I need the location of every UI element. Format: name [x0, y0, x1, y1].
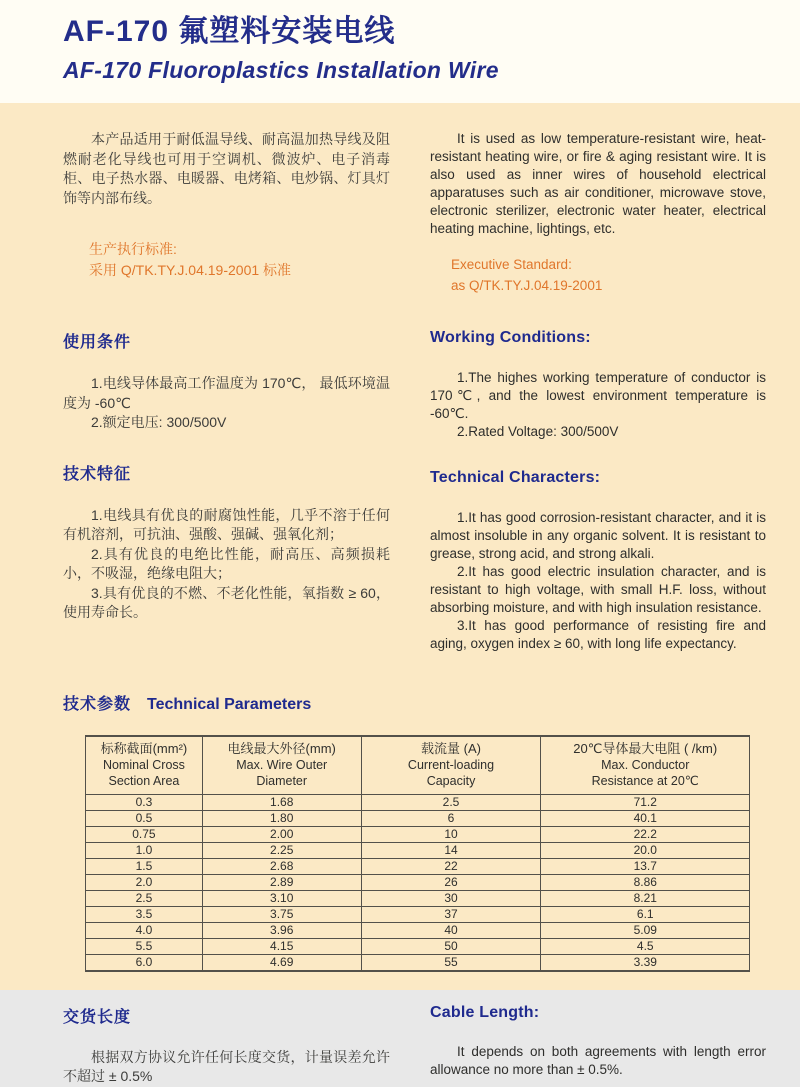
working-conditions-body-en: [430, 369, 766, 441]
column-header-max-wire-outer-diameter: 电线最大外径(mm) Max. Wire Outer Diameter: [202, 736, 361, 795]
table-cell: 13.7: [541, 859, 750, 875]
table-cell: 71.2: [541, 795, 750, 811]
table-cell: 4.69: [202, 955, 361, 971]
executive-standard-zh-value: 采用 Q/TK.TY.J.04.19-2001 标准: [89, 262, 292, 278]
table-cell: 8.21: [541, 891, 750, 907]
technical-character-item: 3.It has good performance of resisting fire and aging, oxygen index ≥ 60, with long life expectancy.: [430, 618, 766, 651]
table-cell: 50: [361, 939, 541, 955]
technical-characters-heading-zh: 技术特征: [63, 465, 132, 483]
table-cell: 2.25: [202, 843, 361, 859]
table-cell: 1.80: [202, 811, 361, 827]
working-condition-item: 2.额定电压: 300/500V: [91, 414, 227, 430]
table-cell: 40.1: [541, 811, 750, 827]
table-cell: 0.3: [86, 795, 203, 811]
table-cell: 2.5: [361, 795, 541, 811]
table-row: [86, 859, 750, 875]
executive-standard-en-value: as Q/TK.TY.J.04.19-2001: [451, 278, 603, 293]
page-content: [0, 130, 800, 1087]
cable-length-column-zh: [63, 1004, 390, 1087]
conditions-section: [63, 329, 766, 681]
table-cell: 26: [361, 875, 541, 891]
table-cell: 3.10: [202, 891, 361, 907]
table-cell: 3.5: [86, 907, 203, 923]
technical-character-item: 1.It has good corrosion-resistant character, and it is almost insoluble in any organic solvent. It is resistant to grease, strong acid, and strong alkali.: [430, 510, 766, 561]
table-cell: 20.0: [541, 843, 750, 859]
intro-paragraph-zh: 本产品适用于耐低温导线、耐高温加热导线及阻燃耐老化导线也可用于空调机、微波炉、电子消毒柜、电子热水器、电暖器、电烤箱、电炒锅、灯具灯饰等内部布线。: [63, 131, 390, 206]
table-cell: 4.15: [202, 939, 361, 955]
technical-parameters-heading-zh: 技术参数: [63, 696, 132, 713]
parameters-table-body: [86, 795, 750, 971]
table-cell: 6.0: [86, 955, 203, 971]
table-cell: 2.00: [202, 827, 361, 843]
table-row: [86, 827, 750, 843]
table-cell: 0.75: [86, 827, 203, 843]
intro-section: [63, 130, 766, 296]
cable-length-heading-zh: 交货长度: [63, 1008, 132, 1026]
working-condition-item: 1.The highes working temperature of conductor is 170℃, and the lowest environment temperature is -60℃.: [430, 370, 766, 421]
table-cell: 8.86: [541, 875, 750, 891]
intro-paragraph-en: It is used as low temperature-resistant wire, heat-resistant heating wire, or fire & aging resistant wire. It is also used as inner wires of household electrical apparatuses such as air conditioner, microwave stove, electronic sterilizer, electronic water heater, electrical heating machine, lightings, etc.: [430, 131, 766, 236]
table-cell: 40: [361, 923, 541, 939]
table-cell: 10: [361, 827, 541, 843]
table-row: [86, 891, 750, 907]
table-row: [86, 955, 750, 971]
working-conditions-heading-zh: 使用条件: [63, 334, 132, 351]
executive-standard-en-label: Executive Standard:: [451, 257, 572, 272]
technical-parameters-section: [63, 691, 766, 972]
executive-standard-zh: [63, 239, 390, 281]
conditions-column-en: [430, 329, 766, 681]
table-cell: 2.5: [86, 891, 203, 907]
working-condition-item: 1.电线导体最高工作温度为 170℃， 最低环境温度为 -60℃: [63, 375, 390, 411]
table-cell: 14: [361, 843, 541, 859]
cable-length-section: [63, 1004, 766, 1087]
cable-length-column-en: [430, 1004, 766, 1087]
column-header-nominal-cross-section: 标称截面(mm²) Nominal Cross Section Area: [86, 736, 203, 795]
column-header-max-conductor-resistance: 20℃导体最大电阻 ( /km) Max. Conductor Resistance at 20℃: [541, 736, 750, 795]
technical-parameters-heading: [63, 691, 766, 714]
technical-character-item: 1.电线具有优良的耐腐蚀性能，几乎不溶于任何有机溶剂，可抗油、强酸、强碱、强氧化剂；: [63, 506, 390, 542]
table-cell: 2.68: [202, 859, 361, 875]
table-cell: 0.5: [86, 811, 203, 827]
page-title-zh: AF-170 氟塑料安装电线: [63, 15, 396, 48]
working-conditions-heading-en: Working Conditions:: [430, 329, 591, 346]
table-row: [86, 875, 750, 891]
technical-characters-heading-en: Technical Characters:: [430, 469, 601, 486]
table-cell: 22.2: [541, 827, 750, 843]
table-cell: 3.75: [202, 907, 361, 923]
technical-characters-body-en: [430, 509, 766, 653]
table-row: [86, 939, 750, 955]
table-cell: 55: [361, 955, 541, 971]
table-cell: 6: [361, 811, 541, 827]
table-cell: 2.89: [202, 875, 361, 891]
table-row: [86, 843, 750, 859]
table-cell: 3.96: [202, 923, 361, 939]
working-conditions-body-zh: [63, 374, 390, 433]
intro-column-zh: [63, 130, 390, 296]
technical-character-item: 2.具有优良的电绝比性能，耐高压、高频损耗小，不吸湿，绝缘电阻大；: [63, 545, 390, 581]
table-cell: 30: [361, 891, 541, 907]
cable-length-heading-en: Cable Length:: [430, 1003, 540, 1021]
table-row: [86, 907, 750, 923]
table-cell: 2.0: [86, 875, 203, 891]
technical-character-item: 2.It has good electric insulation character, and is resistant to high voltage, with small H.F. loss, without absorbing moisture, and with high insulation resistance.: [430, 564, 766, 615]
executive-standard-en: [430, 254, 766, 296]
parameters-table-header: [86, 736, 750, 795]
parameters-table: [85, 735, 750, 972]
technical-character-item: 3.具有优良的不燃、不老化性能，氧指数 ≥ 60，使用寿命长。: [63, 584, 390, 620]
table-cell: 22: [361, 859, 541, 875]
table-cell: 5.09: [541, 923, 750, 939]
table-row: [86, 923, 750, 939]
technical-characters-body-zh: [63, 506, 390, 623]
table-cell: 4.5: [541, 939, 750, 955]
executive-standard-zh-label: 生产执行标准:: [89, 241, 177, 257]
table-cell: 37: [361, 907, 541, 923]
working-condition-item: 2.Rated Voltage: 300/500V: [457, 424, 619, 439]
table-cell: 1.0: [86, 843, 203, 859]
page-title-en: AF-170 Fluoroplastics Installation Wire: [63, 57, 499, 83]
table-cell: 3.39: [541, 955, 750, 971]
table-cell: 1.68: [202, 795, 361, 811]
table-cell: 1.5: [86, 859, 203, 875]
title-band: [0, 0, 800, 103]
table-cell: 5.5: [86, 939, 203, 955]
cable-length-text-zh: 根据双方协议允许任何长度交货，计量误差允许不超过 ± 0.5%: [63, 1048, 390, 1084]
table-row: [86, 795, 750, 811]
technical-parameters-heading-en: Technical Parameters: [147, 696, 312, 713]
conditions-column-zh: [63, 329, 390, 681]
intro-column-en: [430, 130, 766, 296]
column-header-current-loading-capacity: 载流量 (A) Current-loading Capacity: [361, 736, 541, 795]
table-cell: 4.0: [86, 923, 203, 939]
table-row: [86, 811, 750, 827]
cable-length-text-en: It depends on both agreements with length error allowance no more than ± 0.5%.: [430, 1043, 766, 1077]
table-cell: 6.1: [541, 907, 750, 923]
